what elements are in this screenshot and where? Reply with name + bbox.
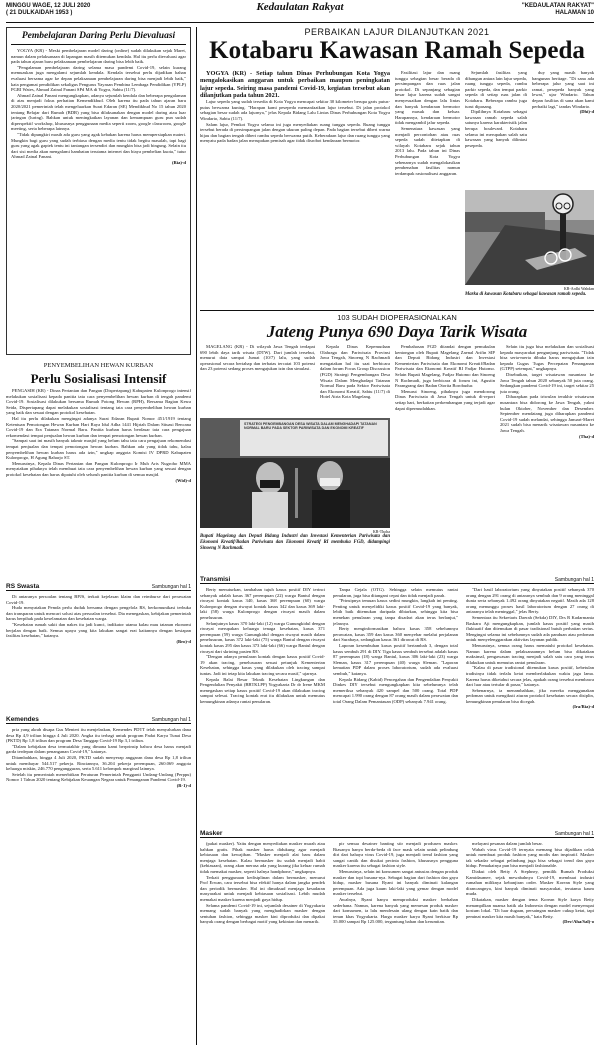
photo-credit: KR-Thoha — [372, 529, 390, 534]
section-kemendes-header — [6, 716, 191, 724]
article-wisata-kicker: 103 SUDAH DIOPERASIONALKAN — [337, 313, 457, 322]
divider — [200, 310, 594, 311]
article-pembelajaran-title: Pembelajaran Daring Perlu Dievaluasi — [21, 31, 176, 41]
article-wisata-body-col1 — [200, 344, 315, 416]
article-kemendes-body — [6, 727, 191, 1045]
continued-label: Sambungan hal 1 — [554, 831, 594, 837]
paragraph: "Kalau di pasar tradisional ditemukan kasus positif, kebetulan tradisinya tidak terlalu ketat memberlakukan waktu jaga lama. Karena harus diketahui secara jelas, apakah orang tersebut membawa dari luar atau tertular di pasar," katanya. — [466, 665, 594, 688]
header-rule — [6, 22, 594, 23]
paragraph: Menurutnya, selain ini konsumen sangat antusias dengan produk masker dan topi busana-nya. Sebagai bagian dari fashion dan gaya hidup, masker busana Ryani ini banyak diminati kalangan perempuan. Ada juga kaum laki-laki yang gemar dengan model masker tersebut. — [333, 868, 458, 897]
article-kotabaru-title: Kotabaru Kawasan Ramah Sepeda — [209, 37, 585, 64]
paragraph: MAGELANG (KR) - Di wilayah Jawa Tengah terdapat 690 lebih daya tarik wisata (DTW). Dari jumlah tersebut, menurut data sampai Jumat (10/7) lalu, yang sudah operasional secara bertahap dan terbatas tercatat 103 potensi dan 23 potensi sedang proses mengajukan izin dan simulasi. — [200, 344, 315, 372]
paragraph: Fasilitasi lajur dan ruang tunggu sebagian besar berada di persimpangan dan ruas jalan protokol. Di sepanjang sebagian besar lajur karena sudah sangat menyesuaikan dengan lalu lintas dan banyak kendaraan bermotor yang masuk dan keluar. Harapannya, kendaraan bermotor tidak mengambil jalur sepeda. — [395, 70, 460, 126]
paragraph: Semenatara kawasan yang menjadi percontohan atau ruas sepeda sudah ditetapkan di wilayah Kotabaru sejak tahun 2013 lalu. Pada tahun ini Dinas Perhubungan Kota Yogya sebenarnya sudah mengalokasikan pembenahan fasilitas namun terdampak rasionalisasi anggaran. — [395, 125, 460, 176]
fgd-photo — [200, 418, 390, 528]
byline: (Bro)-d — [176, 638, 191, 644]
byline: (Ria)-d — [171, 159, 186, 165]
paragraph: Menurut Sinoeng, pihaknya juga mendorong Dinas Pariwisata di Jawa Tengah untuk di-report setiap hari, berkaitan perkembangan yang terjadi agar dapat dipermudahkan. — [395, 388, 495, 411]
byline: (Ira/Ria)-d — [572, 704, 594, 710]
paragraph: Sebenarnya, ia menambahkan, jika mereka menggunakan pedoman untuk mengikuti aturan protokol kesehatan secara disiplin, kemungkinan penularan bisa dicegah. — [466, 687, 594, 704]
column-divider — [196, 27, 197, 1045]
header-date: MINGGU WAGE, 12 JULI 2020 — [6, 3, 91, 9]
paragraph: "Dalam kebijakan desa termutakhir yang dimana kami berprinsip bahwa desa harus menjadi garda terdepan dalam penanganan Covid-19," katanya. — [6, 743, 191, 755]
paragraph: Hal itu perlu dilakukan mengingat adanya Surat Edaran Bupati Nomor 451/1919 tentang Ketentuan Pemotongan Hewan Kurban Hari Raya Idul Adha 1441 Hijriah Dalam Situasi Bencana Covid-19 dan Era Tatanan Normal Baru. Panitia kurban harus berdasar tata cara pengajuan rekomendasi tempat penjualan hewan kurban dan tempat pemotongan hewan kurban. — [6, 415, 191, 438]
paragraph: pria yang akrab disapa Gus Menteri itu menjelaskan, Kemendes PDTT telah menyalurkan dana desa Rp 4,9 triliun hingga 4 Juli 2020. Angka itu terbagi untuk program Padat Karya Tunai Desa (PKTD) Rp 1,8 triliun dan program Desa Tanggap Covid-19 Rp 3,1 triliun. — [6, 727, 191, 744]
paragraph: Disebutkan, target wisatawan nusantara ke Jawa Tengah tahun 2020 sebanyak 50 juta orang. Sedangkan pandemi Covid-19 ini, target sekitar 25 juta orang. — [500, 371, 594, 394]
article-wisata-body-col2 — [320, 344, 390, 416]
article-transmisi-body-col2 — [333, 587, 458, 827]
paragraph: Laporan kesembuhan kasus positif bertambah 3, dengan total kasus sembuh 291 di DIY. Tiga kasus sembuh tersebut adalah kasus 87 perempuan (18) warga Bantul, kasus 306 laki-laki (23) warga Sleman, kasus 317 perempuan (40) warga Sleman. "Laporan kematian PDP dalam proses laboratorium, sudah ada evaluasi sembuh," katanya. — [333, 642, 458, 676]
paragraph: Ahmad Zainal Fanani mengungkapkan, adanya sejumlah kendala dan beberapa pengalaman di atas menjadi fokus perhatian Kemendikbud. Oleh karena itu pada tahun ajaran baru 2020/2021 pemerintah telah mengeluarkan Surat Edaran (SE) Mendikbud No 15 tahun 2020 tentang Belajar dari Rumah (BDR) yang bisa dilaksanakan dengan model daring atau luar jaringan (luring). Bahkan untuk meningkatkan layanan dan kemampuan guru pun sudah diperspektif workshop, khususnya penggunaan media seperti zoom, google classroom, google meeting, serta beberapa lainnya. — [11, 92, 186, 132]
paragraph: Huda menyatakan Pemda perlu duduk bersama dengan pengelola RS, berkomunikasi terbuka dan transparan untuk mencari solusi atas persoalan tersebut. Dia menegaskan, kebijakan pemerintah harus berpihak pada keselamatan dan kesehatan warga. — [6, 605, 191, 622]
article-pembelajaran-body — [11, 48, 186, 348]
byline: (Dev/Aha/Sal)-o — [562, 919, 594, 925]
paragraph: Menurutnya, Kepala Dinas Pertanian dan Pangan Kulonprogo Ir Muh Aris Nugroho MMA menyatakan pihaknya telah membuat tata cara penyembelihan hewan kurban yang sesuai dengan protokol kesehatan dan harus dipatuhi oleh seluruh panitia kurban di semua masjid. — [6, 460, 191, 477]
header-date-block — [6, 3, 90, 17]
page-header — [0, 0, 600, 22]
article-kurban-kicker: PENYEMBELIHAN HEWAN KURBAN — [43, 362, 154, 369]
article-transmisi-body-col1 — [200, 587, 325, 827]
article-masker-body-col3 — [466, 841, 594, 1045]
paragraph: duy yang masih banyak bangunan heritage. "Di sana ada beberapa jalur yang saat ini ramai, pesepeda banyak yang lewat," ujar Windarto. Tahun depan fasilitas di sana akan kami perbaiki lagi," tandas Windarto. — [532, 70, 594, 109]
article-rs-swasta-body — [6, 594, 191, 714]
paragraph: Pembahasan FGD ditandai dengan pemukulan kentongan oleh Bupati Magelang Zaenal Arifin SIP dan Deputi Bidang Industri dan Investasi Kementerian Pariwisata dan Ekonomi Kreatif/Badan Pariwisata dan Ekonomi Kreatif RI Fadjar Hutomo. Selain Bupati Magelang, Fadjar Hutomo dan Sinoeng N Rachmadi, juga berbicara di forum ini, Agustin Parangrang dari Badan Otorita Borobudur. — [395, 344, 495, 389]
paragraph: "Sampai saat ini masih banyak takmir masjid yang belum tahu tata cara pengajuan rekomendasi tempat penjualan dan tempat pemotongan hewan kurban. Bahkan ada yang tidak tahu, kalau penyembelihan hewan kurban harus ada izin," ungkap anggota Komisi IV DPRD Kabupaten Kulonprogo, H Agung Raharjo ST. — [6, 438, 191, 461]
paragraph: PENGASIH (KR) - Dinas Pertanian dan Pangan (Dispertapang) Kabupaten Kulonprogo intensif melakukan sosialisasi kepada panitia tata cara penyembelihan hewan kurban di tengah pandemi Covid-19. Sosialisasi dilakukan bersama Rumah Potong Hewan (RPH), Bersama Bagian Kesra Setda, Dispertapang dapat melakukan sosialisasi tentang tata cara penyembelihan hewan kurban yang baik dan sesuai dengan protokol kesehatan. — [6, 388, 191, 416]
paragraph: "Dari hasil laboratorium yang dinyatakan positif sebanyak 370 orang dengan 291 orang di antaranya sembuh dan 9 orang meninggal dunia serta sebanyak 1.492 orang dinyatakan negatif. Masih ada 128 orang menunggu proses hasil laboratorium dengan 27 orang di antaranya telah meninggal," jelas Berty. — [466, 587, 594, 615]
paragraph: Terkait penggunaan kedisiplinan dalam bermasker, menurut Prof Erwan, cara tersebut bisa efektif hanya dalam jangka pendek dan periodik bermasker. Hal ini dimaksud menjaga kesadaran masyarakat untuk menjadi kebiasaan sosialisasi. Lebih mudah memakai masker karena menjadi gaya hidup. — [200, 874, 325, 902]
paragraph: Dipilihnya Kotabaru sebagai kawasan ramah sepeda salah satunya karena karakteristik jalan berupa boulevard. Kotabaru selama ini merupakan salah satu kawasan yang banyak dilintasi pesepeda. — [465, 109, 527, 148]
article-kotabaru-body-col3 — [395, 70, 460, 270]
photo-credit: KR-Ardhi Wahdan — [563, 286, 594, 291]
continued-label: Sambungan hal 1 — [151, 717, 191, 723]
paragraph: "Pengalaman pembelajaran daring selama masa pandemi Covid-19, selain kurang memuaskan juga mengalami sejumlah kendala. Kendala tersebut perlu dijadikan bahan evaluasi bersama agar ke depan pelaksanaan pembelajaran daring bisa menjadi lebih baik," kata pengamat pendidikan sekaligus Pengurus Yayasan Pembina Lembaga Pendidikan (YPLP) PGRI Wates, Ahmad Zainal Fanani SPd MA di Yogya, Sabtu (11/7). — [11, 64, 186, 93]
paragraph: Kepala Balai Besar Teknik Kesehatan Lingkungan dan Pengendalian Penyakit (BBTKLPP) Yogyakarta Dr dr Irene MKM menegaskan setiap kasus positif Covid-19 akan dilakukan tracing sampai selesai. Tracing kontak erat itu dilakukan untuk memutus kemungkinan adanya rantai penularan. — [200, 676, 325, 704]
paragraph: pir semua desainer banting stir menjadi produsen masker. Biasanya hanya berda-beda di face mask selain untuk pelindung diri dari bahaya virus Covid-19, juga menjadi trend fashion yang sangat cantik dan disukai pecinta fashion, khususnya pengguna masker karena itu sebagai fashion style. — [333, 841, 458, 869]
paragraph: Salam lajur, Pemkot Yogya selama ini juga menyediakan ruang tunggu sepeda. Ruang tunggu tersebut berada di persimpangan jalan dengan ukuran paling depan. Pada bagian tersebut diberi warna hijau dan bagian tengah diberi rambu sepeda berwarna putih. Keberadaan lajur dan ruang tunggu yang menyatu pada badan jalan merupakan pemisah agar tidak disrobot kendaraan bermotor. — [200, 121, 390, 144]
bike-lane-illustration — [465, 190, 594, 285]
paragraph: Tanpa Gejala (OTG). Sehingga selain memutus rantai penularan, juga bisa ditangani cepat dan tidak menjadi parah. — [333, 587, 458, 598]
article-kurban-body — [6, 388, 191, 580]
header-paper-name: "KEDAULATAN RAKYAT" — [521, 3, 594, 9]
paragraph: Ditambahkan, hingga 4 Juli 2020, PKTD sudah menyerap anggaran dana desa Rp 1,8 triliun untuk membayar 544.517 pekerja. Rinciannya, 36.204 pekerja perempuan, 260.069 anggota keluarga miskin, 246.770 pengangguran, serta 5.611 kelompok marginal lainnya. — [6, 754, 191, 772]
masthead-logo: Kedaulatan Rakyat — [256, 1, 344, 13]
bike-lane-photo — [465, 190, 594, 285]
article-kotabaru-body-left — [200, 70, 390, 270]
byline: (Dhi)-d — [579, 109, 594, 115]
article-masker-body-col1 — [200, 841, 325, 1045]
paragraph: Di antaranya persoalan tentang BPJS, terkait kejelasan klaim dan reimburse dari perawatan Covid-19. — [6, 594, 191, 605]
article-wisata-title: Jateng Punya 690 Daya Tarik Wisata — [266, 322, 528, 341]
photo-caption: Bupati Magelang dan Deputi Bidang Industri dan Investasi Kementerian Pariwisata dan Ekonomi Kreatif/Badan Pariwisata dan Ekonomi Kreatif RI membuka FGD, didampingi Sinoeng N Rachmadi. — [200, 534, 390, 551]
paragraph: Diakui oleh Betty A Stephney, pemilik Rumah Produksi Kamidaumee, sejak mewabahnya Covid-19, membuat industri rumahan miliknya kebanjiran order. Masker Korean Style yang dirancangnya, kini banyak diminati masyarakat, terutama kaum muda. — [466, 868, 594, 897]
section-title: Kemendes — [6, 716, 39, 723]
article-kotabaru-kicker: PERBAIKAN LAJUR DILANJUTKAN 2021 — [304, 27, 490, 37]
continued-label: Sambungan hal 1 — [151, 584, 191, 590]
article-kurban-title: Perlu Sosialisasi Intensif — [30, 371, 167, 386]
header-page-block — [522, 3, 594, 17]
section-title: Transmisi — [200, 576, 231, 583]
paragraph: Berty menuturkan, tambahan tujuh kasus positif DIY terinci sebanyak adalah kasus 367 perempuan (22) warga Bantul dengan riwayat kontak kasus 340, kasus 368 perempuan (60) warga Kulonprogo dengan riwayat kontak kasus 342 dan kasus 369 laki-laki (58) warga Kulonprogo dengan riwayat masih dalam penelusuran. — [200, 587, 325, 620]
byline: (Tha)-d — [578, 433, 594, 439]
header-hijri: ( 21 DULKAIDAH 1953 ) — [6, 10, 73, 16]
section-masker-header — [200, 830, 594, 838]
paragraph: Kepala Dinas Kepemudaan Olahraga dan Pariwisata Provinsi Jawa Tengah, Sinoeng N Rachmadi mengatakan hal itu saat berbicara dalam forum Focus Group Discussion (FGD) Strategi Pengembangan Desa Wisata Dalam Menghadapi Tatanan Normal Baru pada Sektor Pariwisata dan Ekonomi Kreatif, Sabtu (11/7) di Hotel Atria Kota Magelang. — [320, 344, 390, 400]
paragraph: Selanjutnya kasus 370 laki-laki (12) warga Gunungkidul dengan riwayat merupakan keluarga tenaga kesehatan, kasus 371 perempuan (59) warga Gunungkidul dengan riwayat masih dalam penelusuran, kasus 372 laki-laki (75) warga Bantul dengan riwayat kontak kasus 295 dan kasus 373 laki-laki (66) warga Bantul dengan riwayat dari skrining pasien RS. — [200, 620, 325, 654]
continued-label: Sambungan hal 1 — [554, 577, 594, 583]
paragraph: Dikatakan, masker dengan tema Korean Style karya Betty menampilkan nuansa batik ala Indonesia dengan model menyerupai kostum lokal. "Di luar dugaan, persaingan masker cukup ketat, tapi peminat masker kita masih banyak," kata Betty. — [466, 896, 594, 919]
paragraph: Awalnya, Ryani hanya memproduksi masker berbahan sederhana. Namun, karena banyak yang memesan produk masker dari konsumen, ia lalu mendesain ulang dengan kain batik dan tenun khas Yogyakarta. Harga masker karya Ryani berkisar Rp 35.000 sampai Rp 125.000, tergantung bahan dan kerumitan. — [333, 896, 458, 925]
paragraph: "Kesehatan rumah sakit dan nakes itu jadi kunci, indikator utama kalau mau tatanan ekonomi berjalan dengan baik. Semua upaya yang kita lakukan sangat erat kaitannya dengan kesiapan fasilitas kesehatan," katanya. — [6, 621, 191, 639]
section-rs-swasta-header — [6, 583, 191, 591]
paragraph: "Dengan adanya penularan kontak dengan kasus positif Covid-19 akan tracing, penelusuran sesuai petunjuk Kementerian Kesehatan, sehingga kasus yang dilakukan oleh tracing sampai tuntas. Jadi ini tetap kita lakukan tracing secara masif," ujarnya. — [200, 654, 325, 676]
article-wisata-body-col3 — [395, 344, 495, 574]
paragraph: Berty menginformasikan bahwa kasus 358 sebelumnya perawatan, kasus 359 dan kasus 360 menyebar melalui perjalanan dari Surabaya, sedangkan kasus 361 dirawat di RS. — [333, 626, 458, 643]
paragraph: YOGYA (KR) - Setiap tahun Dinas Perhubungan Kota Yogya mengalokasikan anggaran untuk perbaikan maupun peningkatan lajur sepeda. Seiring masa pandemi Covid-19, kegiatan tersebut akan dilanjutkan pada tahun 2021. — [200, 70, 390, 99]
paragraph: Selain itu juga bisa melakukan dan sosialisasi kepada masyarakat pengunjung pariwisata. "Tidak bisa serta-merta dibuka harus mengajukan izin kepada Gugus Tugas Percepatan Penanganan (GTPP) setempat," ungkapnya. — [500, 344, 594, 372]
paragraph: Sementara itu Sekretaris Daerah (Sekda) DIY, Drs R Kadarmanta Baskara Aji mengungkapkan, jumlah kasus positif yang masih fluktuatif dan ditemukan di pasar tradisional butuh perhatian serius. Mengingat selama ini sebelumnya sudah ada panduan atau pedoman untuk menyelenggarakan aktivitas layanan publik. — [466, 614, 594, 643]
section-transmisi-header — [200, 576, 594, 584]
paragraph: Menurutnya, semua orang harus mematuhi protokol kesehatan. Namun karena dalam pelaksanaannya belum bisa dikatakan maksimal, pengawasan tracing menjadi salah satu cara yang terus dilakukan untuk memutus rantai penularan. — [466, 642, 594, 665]
paragraph: Wabah virus Covid-19 ternyata memang bisa dijadikan celah untuk membuat produk fashion yang modis dan inspiratif. Masker tak sekadar sebagai pelindung juga bisa sebagai trend dan gaya hidup. Pemakainya pun bisa menjadi fashionable. — [466, 846, 594, 869]
section-title: Masker — [200, 830, 223, 837]
paragraph: Sejumlah fasilitas yang dibangun antara lain lajur sepeda, ruang tunggu sepeda, rambu parkir sepeda, dan tempat parkir sepeda di setiap ruas jalan di Kotabaru. Beberapa rambu juga turut dipasang. — [465, 70, 527, 109]
article-pembelajaran-box — [6, 27, 191, 355]
paragraph: melayani pesanan dalam jumlah besar. — [472, 841, 543, 846]
section-title: RS Swasta — [6, 583, 40, 590]
divider — [11, 44, 186, 45]
byline: (Wid)-d — [175, 477, 191, 483]
paragraph: (pakai masker). Yaitu dengan menyediakan masker murah atau bahkan gratis. Pihak masker harus didukung agar menjadi kebiasaan dan kewajiban. "Masker menjadi alat baru dalam menjaga kesehatan. Kalau bermasker itu sudah menjadi habit (kebiasaan), orang akan merasa ada yang kurang jika keluar rumah tidak memakai masker, seperti halnya handphone," ungkapnya. — [200, 841, 325, 874]
article-kotabaru-body-col5 — [532, 70, 594, 190]
paragraph: Lajur sepeda yang sudah tersedia di Kota Yogya mencapai sekitar 30 kilometer berupa garis putus-putus berwarna kuning. "Harapan kami pesepeda memanfaatkan lajur tersebut. Di jalan protokol sebagian besar sudah ada lajurnya," jelas Kepala Bidang Lalu Lintas Dinas Perhubungan Kota Yogya Windarto, Sabtu (11/7). — [200, 99, 390, 121]
paragraph: Selama pandemi Covid-19 ini, sejumlah desainer di Yogyakarta memang sudah banyak yang menghadirkan masker dengan sentuhan fashion, sehingga masker kini diproduksi dan dipakai banyak orang dengan berbagai motif yang kekinian dan menarik. — [200, 902, 325, 925]
fgd-illustration — [200, 418, 390, 528]
byline: (R-1)-d — [176, 782, 191, 788]
article-wisata-body-col4 — [500, 344, 594, 574]
article-masker-body-col2 — [333, 841, 458, 1045]
paragraph: YOGYA (KR) - Meski pembelajaran model daring (online) sudah dilakukan sejak Maret, namun dalam pelaksanaan di lapangan masih ditemukan kendala. Hal itu perlu dievaluasi agar pada tahun ajaran baru pelaksanaan pembelajaran daring bisa lebih baik. — [11, 48, 186, 65]
paragraph: Setelah itu pemerintah menerbitkan Peraturan Pemerintah Pengganti Undang-Undang (Perppu) Nomor 1 Tahun 2020 tentang Kebijakan Keuangan Negara untuk Penanganan Pandemi Covid-19. — [6, 771, 191, 783]
fgd-banner-text: STRATEGI PENGEMBANGAN DESA WISATA DALAM MENGHADAPI TATANAN NORMAL BARU PADA SEKTOR PARIWISATA DAN EKONOMI KREATIF — [244, 422, 377, 431]
article-transmisi-body-col3 — [466, 587, 594, 827]
paragraph: Kepala Bidang (Kabid) Pencegahan dan Pengendalian Penyakit Dinkes DIY tersebut mengungkapkan kita sebelumnya telah memeriksa sebanyak 420 sampel dan 500 orang. Total PDP mencapai 1.990 orang dengan 87 orang masih dalam perawatan dan total Orang Dalam Pemantauan (ODP) sebanyak 7.941 orang. — [333, 676, 458, 704]
header-page-number: HALAMAN 10 — [555, 10, 594, 16]
paragraph: "Prinsipnya temuan kasus sedini mungkin, langkah ini penting. Penting untuk menyelidiki kasus positif Covid-19 yang banyak, lebih baik ditemukan daripada dibiarkan, sehingga kita bisa menekan penularan yang tanpa disadari akan terus berlanjut," jelasnya. — [333, 598, 458, 626]
paragraph: "Tidak dipungkiri masih ada guru yang agak kebakan karena harus mempersiapkan materi. Mungkin bagi guru yang sudah terbiasa dengan media tentu tidak begitu masalah, tapi bagi guru yang agak gaptek tentu ini tantangan tersendiri dan mungkin bisa jadi bingung. Selain itu dari sisi media akan mengalami hambatan terutama internet dan biaya pembelian kuota," tutur Ahmad Zainal Fanani. — [11, 131, 186, 160]
photo-caption: Marka di kawasan Kotabaru sebagai kawasan ramah sepeda. — [465, 292, 587, 297]
paragraph: Diharapkan pada triwulan terakhir wisatawan nusantara bisa didorong ke Jawa Tengah, yakni bulan Oktober, November dan Desember. September mendatang juga diharapkan pandemi Covid-19 sudah melandai, sehingga Januari-Maret 2021 sudah bisa menarik wisatawan nusantara ke Jawa Tengah. — [500, 394, 594, 433]
